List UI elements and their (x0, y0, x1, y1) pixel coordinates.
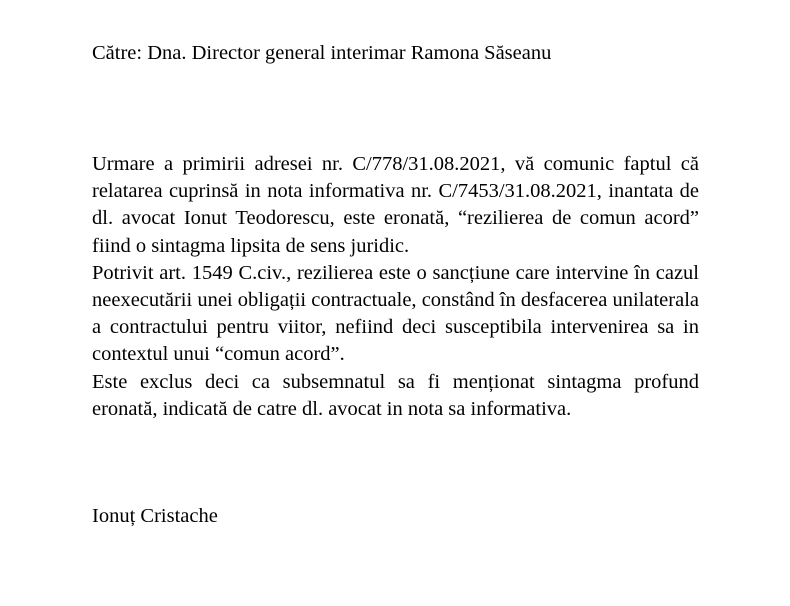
letter-body (92, 151, 699, 423)
paragraph-conclusion: Este exclus deci ca subsemnatul sa fi menționat sintagma profund eronată, indicată de catre dl. avocat in nota sa informativa. (92, 370, 699, 420)
addressee-line: Către: Dna. Director general interimar Ramona Săseanu (92, 42, 552, 64)
signature-name: Ionuț Cristache (92, 505, 218, 527)
paragraph-context: Urmare a primirii adresei nr. C/778/31.08.2021, vă comunic faptul că relatarea cuprinsă in nota informativa nr. C/7453/31.08.2021, inantata de dl. avocat Ionut Teodorescu, este eronată, “rezilierea de comun acord” fiind o sintagma lipsita de sens juridic. (92, 153, 699, 257)
paragraph-legal-basis: Potrivit art. 1549 C.civ., rezilierea este o sancțiune care intervine în cazul neexecutării unei obligații contractuale, constând în desfacerea unilaterala a contractului pentru viitor, nefiind deci susceptibila intervenirea sa in contextul unui “comun acord”. (92, 261, 699, 366)
